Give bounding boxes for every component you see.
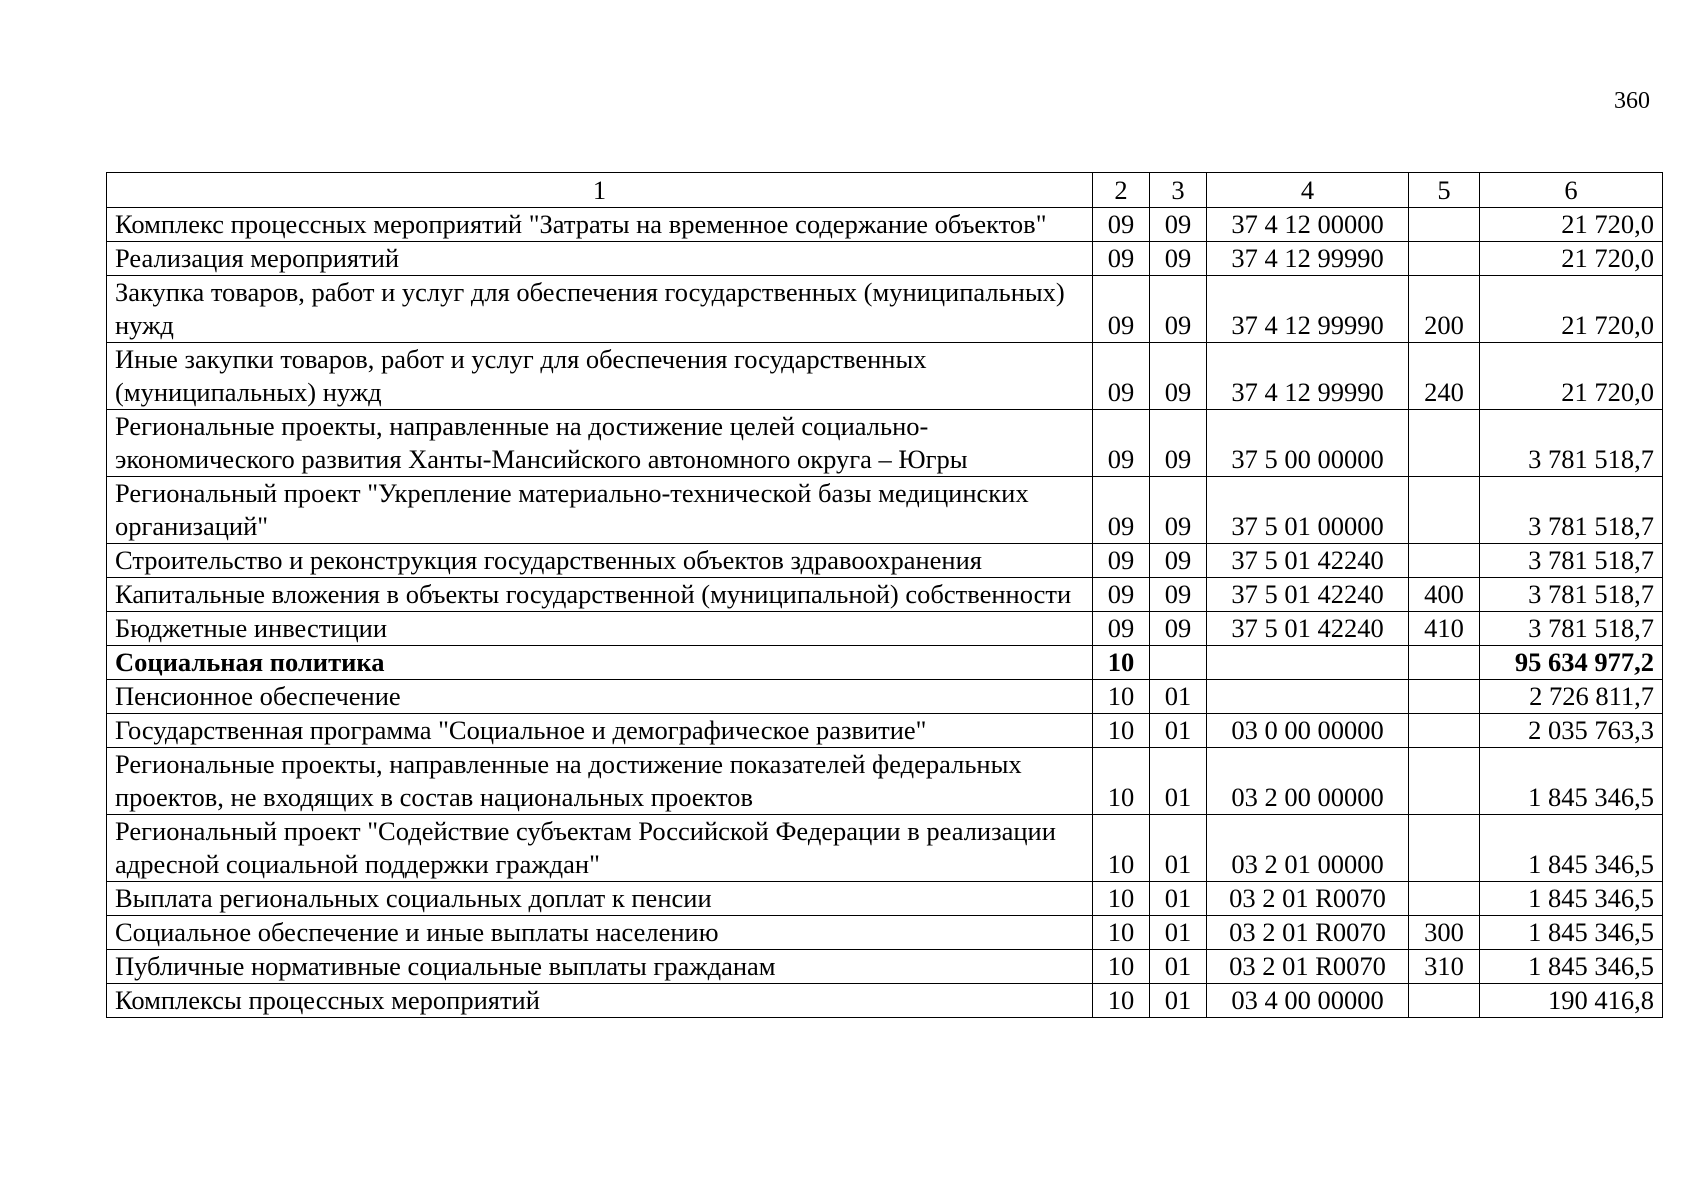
target-article-cell: 37 5 01 42240 — [1207, 544, 1409, 578]
target-article-cell: 03 4 00 00000 — [1207, 984, 1409, 1018]
target-article-cell: 37 5 01 42240 — [1207, 578, 1409, 612]
row-name-cell: Государственная программа "Социальное и демографическое развитие" — [107, 714, 1093, 748]
section-code-cell: 09 — [1093, 578, 1150, 612]
budget-table — [106, 172, 1663, 1018]
amount-cell: 95 634 977,2 — [1480, 646, 1663, 680]
expense-type-cell: 200 — [1409, 276, 1480, 343]
row-name-cell: Иные закупки товаров, работ и услуг для обеспечения государственных (муниципальных) нужд — [107, 343, 1093, 410]
expense-type-cell: 310 — [1409, 950, 1480, 984]
table-row — [107, 343, 1663, 410]
amount-cell: 1 845 346,5 — [1480, 916, 1663, 950]
section-code-cell: 10 — [1093, 815, 1150, 882]
row-name-cell: Выплата региональных социальных доплат к пенсии — [107, 882, 1093, 916]
subsection-code-cell — [1150, 646, 1207, 680]
subsection-code-cell: 09 — [1150, 410, 1207, 477]
expense-type-cell — [1409, 544, 1480, 578]
table-row — [107, 208, 1663, 242]
subsection-code-cell: 01 — [1150, 680, 1207, 714]
row-name-cell: Региональные проекты, направленные на достижение целей социально-экономического развития Ханты-Мансийского автономного округа – Югры — [107, 410, 1093, 477]
amount-cell: 21 720,0 — [1480, 276, 1663, 343]
section-code-cell: 09 — [1093, 343, 1150, 410]
target-article-cell: 37 4 12 99990 — [1207, 343, 1409, 410]
subsection-code-cell: 09 — [1150, 544, 1207, 578]
amount-cell: 3 781 518,7 — [1480, 578, 1663, 612]
table-row — [107, 646, 1663, 680]
column-header: 5 — [1409, 173, 1480, 208]
amount-cell: 3 781 518,7 — [1480, 544, 1663, 578]
column-header: 1 — [107, 173, 1093, 208]
subsection-code-cell: 09 — [1150, 343, 1207, 410]
expense-type-cell: 240 — [1409, 343, 1480, 410]
target-article-cell: 03 2 01 R0070 — [1207, 882, 1409, 916]
section-code-cell: 09 — [1093, 544, 1150, 578]
amount-cell: 1 845 346,5 — [1480, 950, 1663, 984]
column-header: 4 — [1207, 173, 1409, 208]
table-row — [107, 578, 1663, 612]
subsection-code-cell: 01 — [1150, 916, 1207, 950]
expense-type-cell — [1409, 882, 1480, 916]
expense-type-cell: 300 — [1409, 916, 1480, 950]
column-header: 6 — [1480, 173, 1663, 208]
row-name-cell: Комплекс процессных мероприятий "Затраты на временное содержание объектов" — [107, 208, 1093, 242]
expense-type-cell — [1409, 208, 1480, 242]
amount-cell: 3 781 518,7 — [1480, 410, 1663, 477]
target-article-cell: 37 5 01 42240 — [1207, 612, 1409, 646]
subsection-code-cell: 01 — [1150, 882, 1207, 916]
table-row — [107, 984, 1663, 1018]
amount-cell: 1 845 346,5 — [1480, 748, 1663, 815]
expense-type-cell — [1409, 646, 1480, 680]
target-article-cell: 37 4 12 99990 — [1207, 242, 1409, 276]
expense-type-cell — [1409, 984, 1480, 1018]
section-code-cell: 09 — [1093, 410, 1150, 477]
column-header: 2 — [1093, 173, 1150, 208]
target-article-cell: 03 2 01 R0070 — [1207, 950, 1409, 984]
target-article-cell: 03 2 00 00000 — [1207, 748, 1409, 815]
row-name-cell: Капитальные вложения в объекты государственной (муниципальной) собственности — [107, 578, 1093, 612]
amount-cell: 21 720,0 — [1480, 242, 1663, 276]
row-name-cell: Региональный проект "Укрепление материально-технической базы медицинских организаций" — [107, 477, 1093, 544]
section-code-cell: 09 — [1093, 242, 1150, 276]
expense-type-cell — [1409, 477, 1480, 544]
table-body — [107, 208, 1663, 1018]
row-name-cell: Комплексы процессных мероприятий — [107, 984, 1093, 1018]
expense-type-cell: 400 — [1409, 578, 1480, 612]
expense-type-cell: 410 — [1409, 612, 1480, 646]
table-header-row — [107, 173, 1663, 208]
section-code-cell: 09 — [1093, 612, 1150, 646]
target-article-cell — [1207, 646, 1409, 680]
row-name-cell: Закупка товаров, работ и услуг для обеспечения государственных (муниципальных) нужд — [107, 276, 1093, 343]
table-row — [107, 544, 1663, 578]
target-article-cell: 37 5 00 00000 — [1207, 410, 1409, 477]
section-code-cell: 10 — [1093, 984, 1150, 1018]
table-row — [107, 916, 1663, 950]
row-name-cell: Публичные нормативные социальные выплаты гражданам — [107, 950, 1093, 984]
target-article-cell: 37 4 12 99990 — [1207, 276, 1409, 343]
table-row — [107, 748, 1663, 815]
subsection-code-cell: 09 — [1150, 208, 1207, 242]
target-article-cell: 37 5 01 00000 — [1207, 477, 1409, 544]
table-row — [107, 950, 1663, 984]
target-article-cell: 03 2 01 00000 — [1207, 815, 1409, 882]
table-row — [107, 882, 1663, 916]
section-code-cell: 10 — [1093, 748, 1150, 815]
subsection-code-cell: 09 — [1150, 276, 1207, 343]
amount-cell: 190 416,8 — [1480, 984, 1663, 1018]
row-name-cell: Региональный проект "Содействие субъектам Российской Федерации в реализации адресной социальной поддержки граждан" — [107, 815, 1093, 882]
amount-cell: 1 845 346,5 — [1480, 815, 1663, 882]
target-article-cell: 03 0 00 00000 — [1207, 714, 1409, 748]
target-article-cell: 03 2 01 R0070 — [1207, 916, 1409, 950]
amount-cell: 21 720,0 — [1480, 343, 1663, 410]
subsection-code-cell: 01 — [1150, 714, 1207, 748]
table-row — [107, 242, 1663, 276]
expense-type-cell — [1409, 815, 1480, 882]
subsection-code-cell: 01 — [1150, 984, 1207, 1018]
section-code-cell: 10 — [1093, 950, 1150, 984]
row-name-cell: Социальное обеспечение и иные выплаты населению — [107, 916, 1093, 950]
table-row — [107, 477, 1663, 544]
section-code-cell: 09 — [1093, 276, 1150, 343]
row-name-cell: Социальная политика — [107, 646, 1093, 680]
subsection-code-cell: 09 — [1150, 612, 1207, 646]
row-name-cell: Строительство и реконструкция государственных объектов здравоохранения — [107, 544, 1093, 578]
subsection-code-cell: 01 — [1150, 815, 1207, 882]
amount-cell: 3 781 518,7 — [1480, 612, 1663, 646]
amount-cell: 21 720,0 — [1480, 208, 1663, 242]
table-row — [107, 714, 1663, 748]
expense-type-cell — [1409, 714, 1480, 748]
table-row — [107, 815, 1663, 882]
target-article-cell — [1207, 680, 1409, 714]
subsection-code-cell: 01 — [1150, 748, 1207, 815]
expense-type-cell — [1409, 410, 1480, 477]
section-code-cell: 09 — [1093, 208, 1150, 242]
column-header: 3 — [1150, 173, 1207, 208]
section-code-cell: 10 — [1093, 714, 1150, 748]
amount-cell: 2 726 811,7 — [1480, 680, 1663, 714]
table-row — [107, 276, 1663, 343]
amount-cell: 1 845 346,5 — [1480, 882, 1663, 916]
subsection-code-cell: 09 — [1150, 477, 1207, 544]
expense-type-cell — [1409, 242, 1480, 276]
row-name-cell: Реализация мероприятий — [107, 242, 1093, 276]
row-name-cell: Бюджетные инвестиции — [107, 612, 1093, 646]
section-code-cell: 09 — [1093, 477, 1150, 544]
expense-type-cell — [1409, 748, 1480, 815]
subsection-code-cell: 09 — [1150, 242, 1207, 276]
section-code-cell: 10 — [1093, 680, 1150, 714]
page-number: 360 — [1614, 88, 1650, 114]
row-name-cell: Региональные проекты, направленные на достижение показателей федеральных проектов, не входящих в состав национальных проектов — [107, 748, 1093, 815]
table-row — [107, 410, 1663, 477]
section-code-cell: 10 — [1093, 916, 1150, 950]
expense-type-cell — [1409, 680, 1480, 714]
section-code-cell: 10 — [1093, 646, 1150, 680]
section-code-cell: 10 — [1093, 882, 1150, 916]
amount-cell: 2 035 763,3 — [1480, 714, 1663, 748]
row-name-cell: Пенсионное обеспечение — [107, 680, 1093, 714]
target-article-cell: 37 4 12 00000 — [1207, 208, 1409, 242]
subsection-code-cell: 01 — [1150, 950, 1207, 984]
table-row — [107, 680, 1663, 714]
table-row — [107, 612, 1663, 646]
subsection-code-cell: 09 — [1150, 578, 1207, 612]
amount-cell: 3 781 518,7 — [1480, 477, 1663, 544]
